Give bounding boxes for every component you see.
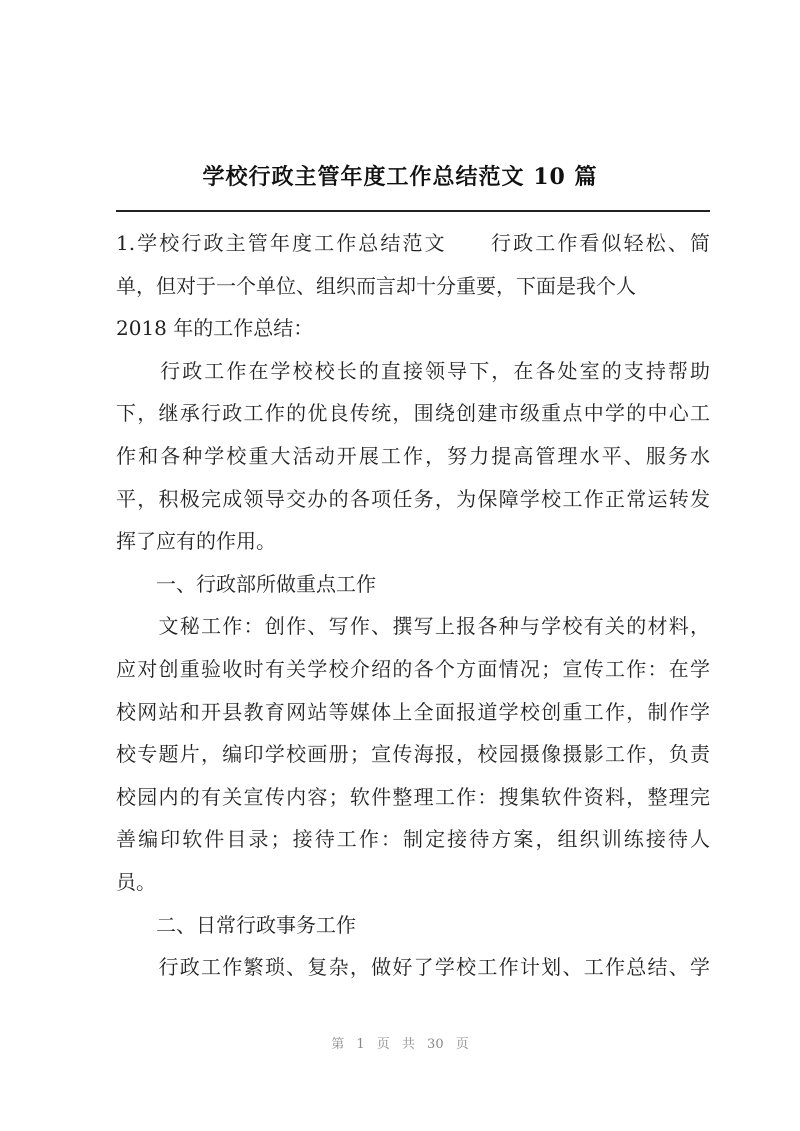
text-line: 校园内的有关宣传内容；软件整理工作：搜集软件资料，整理完 (116, 784, 710, 809)
text-line: 应对创重验收时有关学校介绍的各个方面情况；宣传工作：在学 (116, 656, 710, 681)
text-line: 平，积极完成领导交办的各项任务，为保障学校工作正常运转发 (116, 486, 710, 511)
page-footer: 第 1 页 共 30 页 (331, 1037, 469, 1052)
text-line: 员。 (116, 869, 156, 894)
text-line: 校专题片，编印学校画册；宣传海报，校园摄像摄影工作，负责 (116, 742, 710, 767)
text-line: 2018 年的工作总结： (116, 316, 314, 341)
text-line: 善编印软件目录；接待工作：制定接待方案，组织训练接待人 (116, 827, 710, 852)
text-line: 作和各种学校重大活动开展工作，努力提高管理水平、服务水 (116, 443, 710, 468)
text-line: 一、行政部所做重点工作 (116, 571, 376, 596)
text-line: 行政工作在学校校长的直接领导下，在各处室的支持帮助 (116, 358, 710, 383)
document-title: 学校行政主管年度工作总结范文 10 篇 (202, 164, 598, 190)
text-line: 文秘工作：创作、写作、撰写上报各种与学校有关的材料， (116, 614, 710, 639)
document-body (116, 222, 710, 989)
text-line: 挥了应有的作用。 (116, 529, 276, 554)
text-line: 校网站和开县教育网站等媒体上全面报道学校创重工作，制作学 (116, 699, 710, 724)
text-line: 下，继承行政工作的优良传统，围绕创建市级重点中学的中心工 (116, 401, 710, 426)
title-divider (116, 210, 710, 212)
text-line: 单，但对于一个单位、组织而言却十分重要，下面是我个人 (116, 273, 636, 298)
text-line: 1.学校行政主管年度工作总结范文 行政工作看似轻松、简 (116, 231, 710, 255)
text-line: 行政工作繁琐、复杂，做好了学校工作计划、工作总结、学 (116, 955, 710, 980)
text-line: 二、日常行政事务工作 (116, 912, 356, 937)
